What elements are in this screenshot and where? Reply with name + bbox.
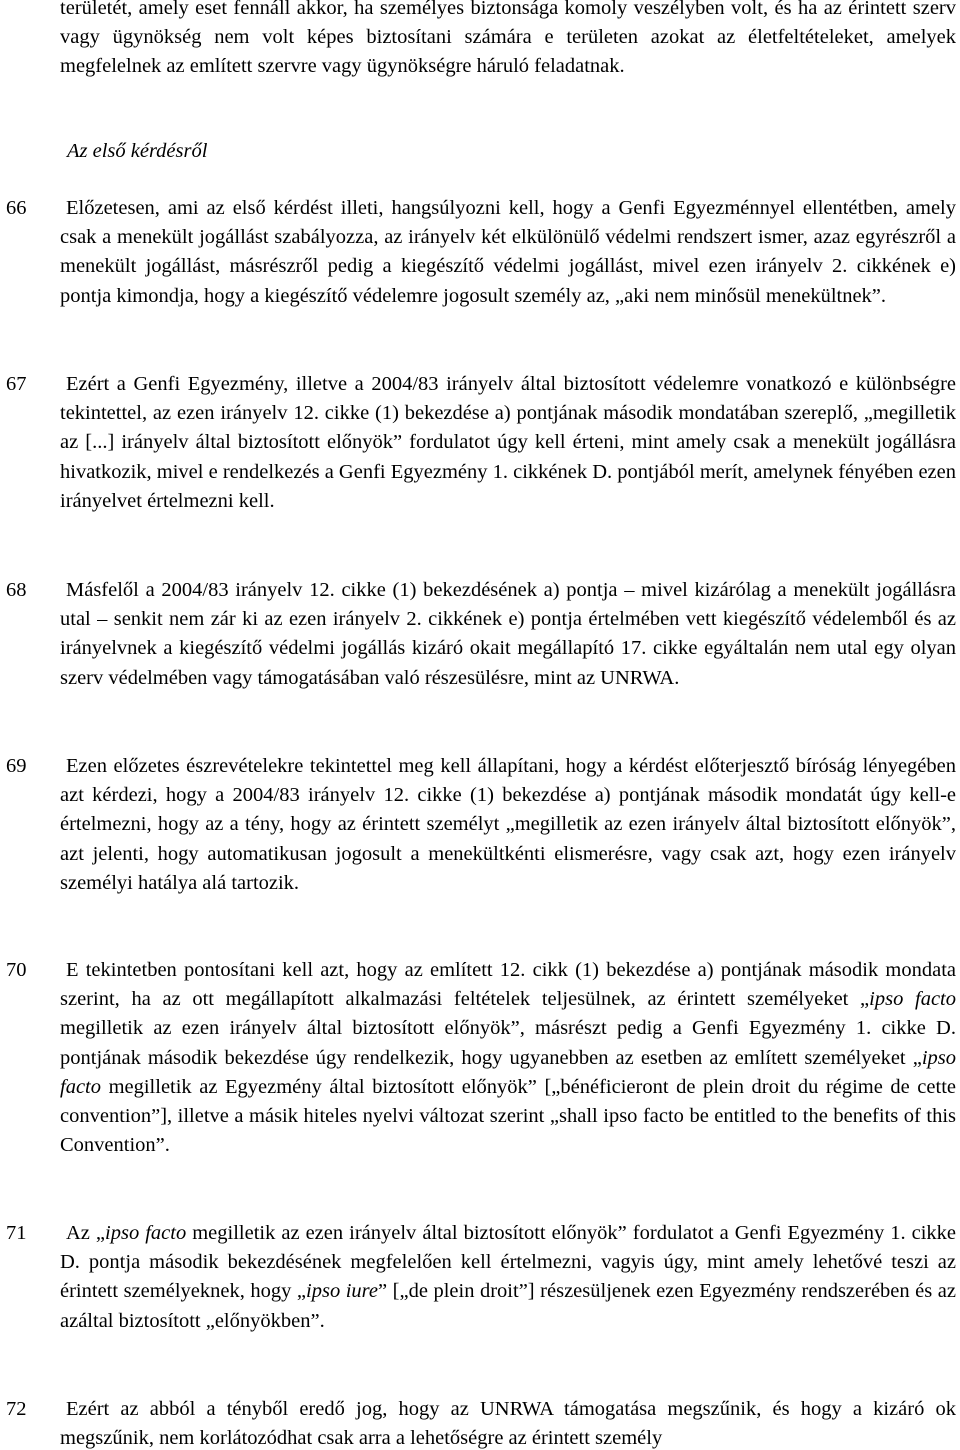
paragraph-text: Ezért az abból a tényből eredő jog, hogy az UNRWA támogatása megszűnik, és hogy a kizáró ok megszűnik, nem korlátozódhat csak arra a lehetőségre az érintett személy bbox=[60, 1398, 956, 1450]
paragraph-text: Másfelől a 2004/83 irányelv 12. cikke (1) bekezdésének a) pontja – mivel kizárólag a menekült jogállásra utal – senkit nem zár ki az ezen irányelv 2. cikkének e) pontja értelmében vett kiegészítő védelemből és az irányelvnek a kiegészítő védelmi jogállás kizáró okait megállapító 17. cikke egyáltalán nem utal egy olyan szerv védelmében vagy támogatásában való részesülésre, mint az UNRWA. bbox=[60, 579, 956, 689]
paragraph-number: 72 bbox=[6, 1398, 27, 1420]
paragraph-text: Ezért a Genfi Egyezmény, illetve a 2004/83 irányelv által biztosított védelemre vonatkozó e különbségre tekintettel, az ezen irányelv 12. cikke (1) bekezdése a) pontjának második mondatában szereplő, „megilletik az [...] irányelv által biztosított előnyök” fordulatot úgy kell érteni, mint amely csak a menekült jogállásra hivatkozik, mivel e rendelkezés a Genfi Egyezmény 1. cikkének D. pontjából merít, amelynek fényében ezen irányelvet értelmezni kell. bbox=[60, 373, 956, 512]
paragraph-text bbox=[60, 956, 956, 1160]
text-run: megilletik az ezen irányelv által biztosított előnyök” fordulatot a Genfi Egyezmény 1. cikke D. pontja második bekezdésének megfelelően kell értelmezni, vagyis úgy, mint amely lehetővé teszi az érintett személyeknek, hogy „ bbox=[60, 1222, 956, 1303]
latin-term: ipso facto bbox=[869, 988, 956, 1011]
latin-term: ipso facto bbox=[60, 1046, 956, 1098]
text-run: Az „ bbox=[66, 1222, 106, 1244]
paragraph-number: 66 bbox=[6, 197, 27, 219]
text-run: ” [„de plein droit”] részesüljenek ezen Egyezmény rendszerében és az azáltal biztosított „előnyökben”. bbox=[60, 1280, 956, 1332]
text-run: megilletik az ezen irányelv által biztosított előnyök”, másrészt pedig a Genfi Egyezmény 1. cikke D. pontjának második bekezdése úgy rendelkezik, hogy ugyanebben az esetben az említett személyeket „ bbox=[60, 1017, 956, 1069]
text-run: megilletik az Egyezmény által biztosított előnyök” [„bénéficieront de plein droit du régime de cette convention”], illetve a másik hiteles nyelvi változat szerint „shall ipso facto be entitled to the benefits of this Convention”. bbox=[60, 1075, 956, 1157]
paragraph-number: 71 bbox=[6, 1222, 27, 1244]
paragraph-text: Előzetesen, ami az első kérdést illeti, hangsúlyozni kell, hogy a Genfi Egyezménnyel ellentétben, amely csak a menekült jogállást szabályozza, az irányelv két elkülönülő védelmi rendszert ismer, azaz egyrészről a menekült jogállást, másrészről pedig a kiegészítő védelmi jogállást, mivel ezen irányelv 2. cikkének e) pontja kimondja, hogy a kiegészítő védelemre jogosult személy az, „aki nem minősül menekültnek”. bbox=[60, 197, 956, 307]
section-heading: Az első kérdésről bbox=[67, 140, 208, 162]
intro-paragraph: területét, amely eset fennáll akkor, ha személyes biztonsága komoly veszélyben volt, és ha az érintett szerv vagy ügynökség nem volt képes biztosítani számára e területen azokat az életfeltételeket, amelyek megfelelnek az említett szervre vagy ügynökségre háruló feladatnak. bbox=[60, 0, 956, 78]
latin-term: ipso iure bbox=[306, 1280, 378, 1303]
latin-term: ipso facto bbox=[105, 1222, 187, 1244]
text-run: E tekintetben pontosítani kell azt, hogy az említett 12. cikk (1) bekezdése a) pontjának második mondata szerint, ha az ott megállapított alkalmazási feltételek teljesülnek, az érintett személyeket „ bbox=[60, 959, 956, 1011]
paragraph-number: 69 bbox=[6, 755, 27, 777]
paragraph-number: 67 bbox=[6, 373, 27, 395]
paragraph-number: 70 bbox=[6, 959, 27, 981]
paragraph-text: Ezen előzetes észrevételekre tekintettel meg kell állapítani, hogy a kérdést előterjesztő bíróság lényegében azt kérdezi, hogy a 2004/83 irányelv 12. cikke (1) bekezdése a) pontjának második mondatát úgy kell-e értelmezni, hogy az a tény, hogy az érintett személyt „megilletik az ezen irányelv által biztosított előnyök”, azt jelenti, hogy automatikusan jogosult a menekültkénti elismerésre, vagy csak azt, hogy ezen irányelv személyi hatálya alá tartozik. bbox=[60, 755, 956, 894]
paragraph-text bbox=[60, 1219, 956, 1336]
paragraph-number: 68 bbox=[6, 579, 27, 601]
